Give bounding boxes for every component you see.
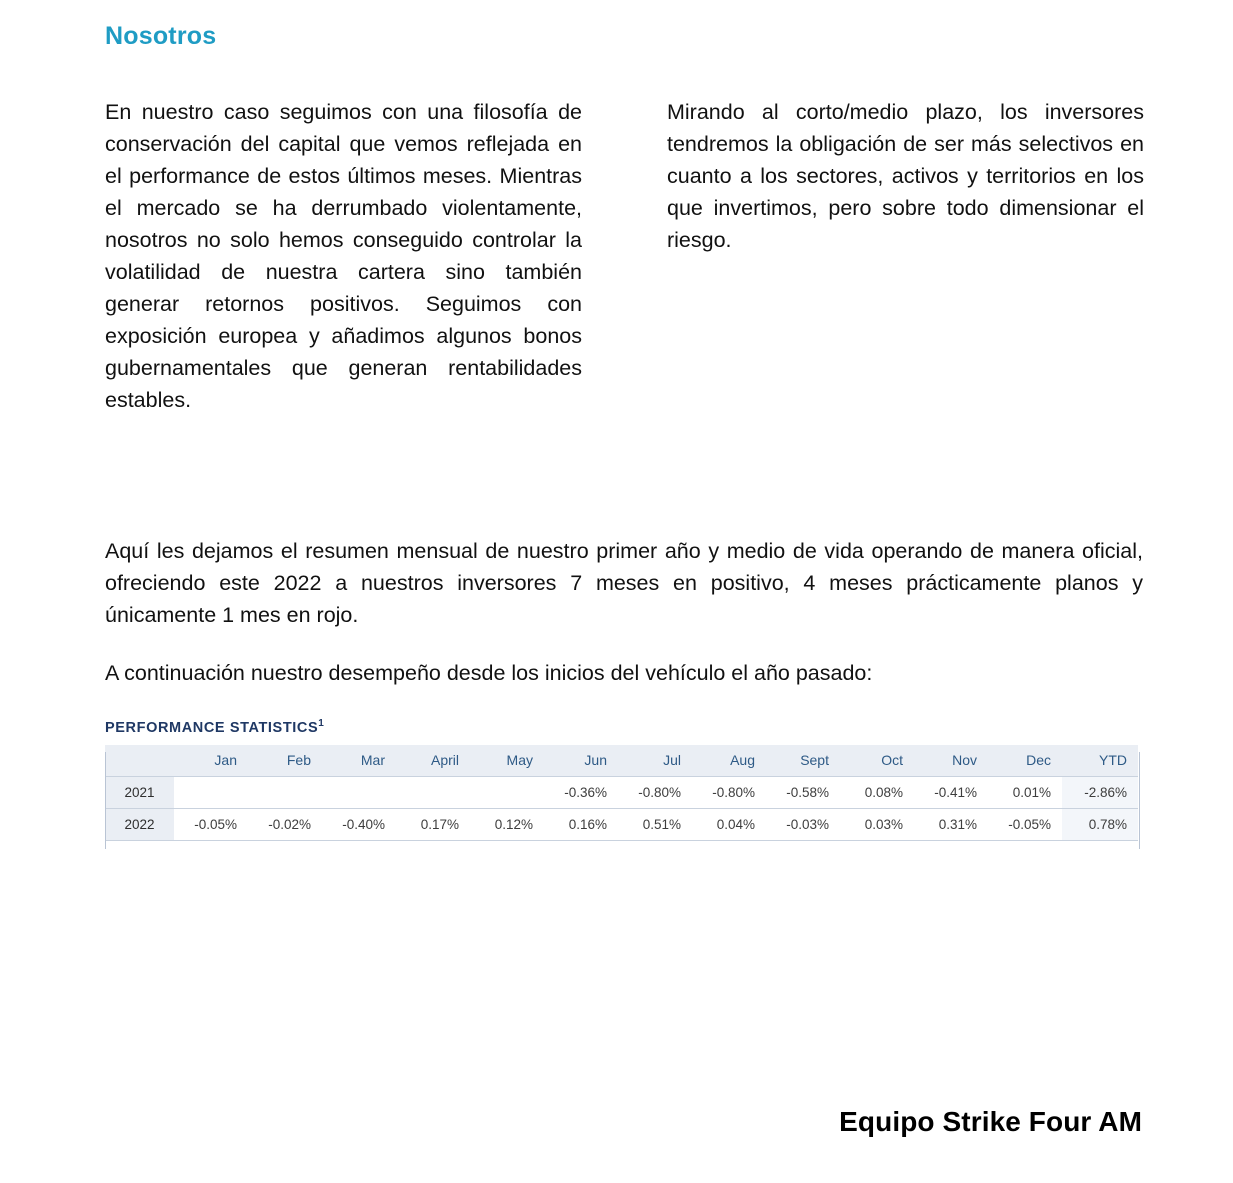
column-header-mar: Mar: [322, 745, 396, 777]
performance-statistics-block: [105, 718, 1145, 841]
paragraph-continuacion: A continuación nuestro desempeño desde los inicios del vehículo el año pasado:: [105, 661, 873, 685]
cell-2021-mar: [322, 776, 396, 808]
paragraph-right: Mirando al corto/medio plazo, los inversores tendremos la obligación de ser más selectivos en cuanto a los sectores, activos y territorios en los que invertimos, pero sobre todo dimensionar el riesgo.: [667, 100, 1144, 252]
cell-2021-ytd: -2.86%: [1062, 776, 1138, 808]
page-title: Nosotros: [105, 22, 217, 50]
body-column-left: [105, 96, 582, 416]
paragraph-resumen-block: [105, 535, 1143, 631]
cell-2022-mar: -0.40%: [322, 808, 396, 840]
table-row: [105, 776, 1138, 808]
cell-2021-aug: -0.80%: [692, 776, 766, 808]
column-header-feb: Feb: [248, 745, 322, 777]
cell-2022-feb: -0.02%: [248, 808, 322, 840]
cell-2022-jul: 0.51%: [618, 808, 692, 840]
column-header-aug: Aug: [692, 745, 766, 777]
performance-table-caption-text: PERFORMANCE STATISTICS: [105, 719, 319, 736]
cell-2021-oct: 0.08%: [840, 776, 914, 808]
cell-2022-april: 0.17%: [396, 808, 470, 840]
cell-2022-jun: 0.16%: [544, 808, 618, 840]
cell-2021-nov: -0.41%: [914, 776, 988, 808]
cell-2022-jan: -0.05%: [174, 808, 248, 840]
cell-2022-aug: 0.04%: [692, 808, 766, 840]
cell-2021-dec: 0.01%: [988, 776, 1062, 808]
cell-2021-april: [396, 776, 470, 808]
cell-2022-dec: -0.05%: [988, 808, 1062, 840]
cell-2022-may: 0.12%: [470, 808, 544, 840]
cell-2021-feb: [248, 776, 322, 808]
row-year-2022: 2022: [105, 808, 174, 840]
column-header-sept: Sept: [766, 745, 840, 777]
cell-2021-jun: -0.36%: [544, 776, 618, 808]
performance-table: [105, 745, 1138, 841]
cell-2022-nov: 0.31%: [914, 808, 988, 840]
table-header-row: [105, 745, 1138, 777]
cell-2022-sept: -0.03%: [766, 808, 840, 840]
footer-signature: Equipo Strike Four AM: [839, 1106, 1142, 1137]
cell-2021-may: [470, 776, 544, 808]
body-column-right: [667, 96, 1144, 256]
row-year-2021: 2021: [105, 776, 174, 808]
column-header-jan: Jan: [174, 745, 248, 777]
performance-table-footnote-marker: 1: [318, 718, 325, 729]
cell-2021-jul: -0.80%: [618, 776, 692, 808]
column-header-oct: Oct: [840, 745, 914, 777]
paragraph-continuacion-block: [105, 657, 1143, 689]
performance-table-caption: [105, 718, 1145, 736]
column-header-nov: Nov: [914, 745, 988, 777]
cell-2022-ytd: 0.78%: [1062, 808, 1138, 840]
paragraph-resumen: Aquí les dejamos el resumen mensual de nuestro primer año y medio de vida operando de manera oficial, ofreciendo este 2022 a nuestros inversores 7 meses en positivo, 4 meses prácticamente planos y únicamente 1 mes en rojo.: [105, 539, 1143, 627]
column-header-ytd: YTD: [1062, 745, 1138, 777]
column-header-jun: Jun: [544, 745, 618, 777]
column-header-april: April: [396, 745, 470, 777]
cell-2022-oct: 0.03%: [840, 808, 914, 840]
table-corner-cell: [105, 745, 174, 777]
column-header-dec: Dec: [988, 745, 1062, 777]
cell-2021-sept: -0.58%: [766, 776, 840, 808]
column-header-may: May: [470, 745, 544, 777]
paragraph-left: En nuestro caso seguimos con una filosofía de conservación del capital que vemos reflejada en el performance de estos últimos meses. Mientras el mercado se ha derrumbado violentamente, nosotros no solo hemos conseguido controlar la volatilidad de nuestra cartera sino también generar retornos positivos. Seguimos con exposición europea y añadimos algunos bonos gubernamentales que generan rentabilidades estables.: [105, 100, 582, 412]
cell-2021-jan: [174, 776, 248, 808]
table-row: [105, 808, 1138, 840]
column-header-jul: Jul: [618, 745, 692, 777]
